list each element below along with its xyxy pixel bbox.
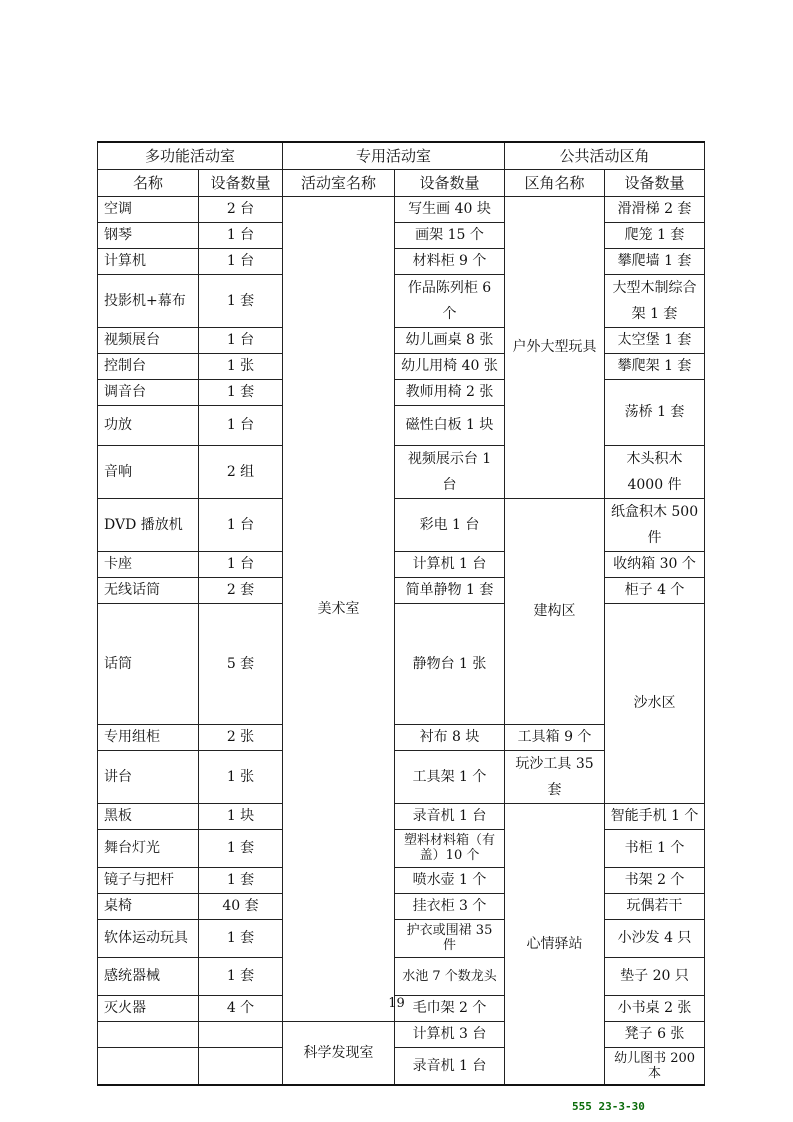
zone-item: 滑滑梯 2 套 — [605, 196, 705, 222]
zone-name-sand: 沙水区 — [605, 603, 705, 803]
multi-item-name: 钢琴 — [98, 222, 199, 248]
room-item: 彩电 1 台 — [395, 498, 505, 551]
multi-item-qty: 1 台 — [199, 222, 283, 248]
multi-item-qty-empty — [199, 1021, 283, 1047]
table-row — [98, 803, 705, 829]
zone-item: 荡桥 1 套 — [605, 379, 705, 445]
multi-item-name-empty — [98, 1021, 199, 1047]
multi-item-qty: 1 台 — [199, 405, 283, 445]
room-item: 录音机 1 台 — [395, 1047, 505, 1085]
column-header-row — [98, 169, 705, 196]
multi-item-qty: 2 张 — [199, 724, 283, 750]
room-item: 磁性白板 1 块 — [395, 405, 505, 445]
room-name-art: 美术室 — [283, 196, 395, 1021]
table-row — [98, 248, 705, 274]
multi-item-qty: 1 张 — [199, 353, 283, 379]
room-item: 录音机 1 台 — [395, 803, 505, 829]
multi-item-name: 调音台 — [98, 379, 199, 405]
zone-item: 工具箱 9 个 — [505, 724, 605, 750]
multi-item-qty: 1 块 — [199, 803, 283, 829]
multi-item-name: 软体运动玩具 — [98, 919, 199, 957]
zone-item: 攀爬墙 1 套 — [605, 248, 705, 274]
group-header-special: 专用活动室 — [283, 142, 505, 169]
zone-item: 书架 2 个 — [605, 867, 705, 893]
zone-item: 爬笼 1 套 — [605, 222, 705, 248]
multi-item-name: DVD 播放机 — [98, 498, 199, 551]
multi-item-qty: 1 台 — [199, 498, 283, 551]
table-row — [98, 577, 705, 603]
table-row — [98, 196, 705, 222]
room-item: 护衣或围裙 35 件 — [395, 919, 505, 957]
table-row — [98, 829, 705, 867]
multi-item-name: 计算机 — [98, 248, 199, 274]
zone-name-build: 建构区 — [505, 498, 605, 724]
col-header-zone-qty: 设备数量 — [605, 169, 705, 196]
zone-item: 柜子 4 个 — [605, 577, 705, 603]
multi-item-name: 功放 — [98, 405, 199, 445]
room-item: 衬布 8 块 — [395, 724, 505, 750]
room-item: 材料柜 9 个 — [395, 248, 505, 274]
col-header-name: 名称 — [98, 169, 199, 196]
zone-item: 大型木制综合架 1 套 — [605, 274, 705, 327]
multi-item-name: 镜子与把杆 — [98, 867, 199, 893]
equipment-table — [97, 141, 705, 1086]
multi-item-qty: 1 套 — [199, 919, 283, 957]
multi-item-name: 视频展台 — [98, 327, 199, 353]
table-row — [98, 551, 705, 577]
zone-item: 收纳箱 30 个 — [605, 551, 705, 577]
zone-name-outdoor: 户外大型玩具 — [505, 196, 605, 498]
multi-item-qty: 2 台 — [199, 196, 283, 222]
multi-item-name: 灭火器 — [98, 995, 199, 1021]
multi-item-qty: 2 套 — [199, 577, 283, 603]
multi-item-qty: 4 个 — [199, 995, 283, 1021]
multi-item-name-empty — [98, 1047, 199, 1085]
col-header-room-qty: 设备数量 — [395, 169, 505, 196]
table-row — [98, 867, 705, 893]
group-header-public: 公共活动区角 — [505, 142, 705, 169]
table-row — [98, 1047, 705, 1085]
room-name-science: 科学发现室 — [283, 1021, 395, 1085]
multi-item-qty: 1 套 — [199, 957, 283, 995]
multi-item-qty: 2 组 — [199, 445, 283, 498]
multi-item-name: 讲台 — [98, 750, 199, 803]
table-row — [98, 919, 705, 957]
multi-item-name: 投影机+幕布 — [98, 274, 199, 327]
page-number: 19 — [388, 996, 405, 1011]
zone-item: 小书桌 2 张 — [605, 995, 705, 1021]
table-row — [98, 957, 705, 995]
zone-item: 攀爬架 1 套 — [605, 353, 705, 379]
table-row — [98, 893, 705, 919]
group-header-multi: 多功能活动室 — [98, 142, 283, 169]
room-item: 挂衣柜 3 个 — [395, 893, 505, 919]
zone-item: 幼儿图书 200 本 — [605, 1047, 705, 1085]
table-row — [98, 327, 705, 353]
room-item: 静物台 1 张 — [395, 603, 505, 724]
room-item: 幼儿用椅 40 张 — [395, 353, 505, 379]
multi-item-qty-empty — [199, 1047, 283, 1085]
multi-item-name: 舞台灯光 — [98, 829, 199, 867]
table-row — [98, 603, 705, 724]
room-item: 工具架 1 个 — [395, 750, 505, 803]
multi-item-qty: 1 台 — [199, 551, 283, 577]
multi-item-name: 专用组柜 — [98, 724, 199, 750]
room-item: 简单静物 1 套 — [395, 577, 505, 603]
zone-item: 玩沙工具 35 套 — [505, 750, 605, 803]
table-row — [98, 222, 705, 248]
room-item: 画架 15 个 — [395, 222, 505, 248]
zone-item: 凳子 6 张 — [605, 1021, 705, 1047]
zone-item: 智能手机 1 个 — [605, 803, 705, 829]
zone-item: 木头积木 4000 件 — [605, 445, 705, 498]
room-item: 视频展示台 1 台 — [395, 445, 505, 498]
multi-item-name: 控制台 — [98, 353, 199, 379]
multi-item-qty: 1 套 — [199, 829, 283, 867]
zone-item: 垫子 20 只 — [605, 957, 705, 995]
multi-item-qty: 1 套 — [199, 274, 283, 327]
scan-stamp: 555 23-3-30 — [572, 1100, 645, 1113]
room-item: 塑料材料箱（有盖）10 个 — [395, 829, 505, 867]
room-item: 喷水壶 1 个 — [395, 867, 505, 893]
multi-item-name: 桌椅 — [98, 893, 199, 919]
room-item: 作品陈列柜 6 个 — [395, 274, 505, 327]
multi-item-name: 黑板 — [98, 803, 199, 829]
group-header-row — [98, 142, 705, 169]
table-row — [98, 274, 705, 327]
multi-item-name: 话筒 — [98, 603, 199, 724]
multi-item-qty: 1 台 — [199, 327, 283, 353]
multi-item-qty: 5 套 — [199, 603, 283, 724]
multi-item-qty: 1 套 — [199, 867, 283, 893]
multi-item-qty: 40 套 — [199, 893, 283, 919]
multi-item-name: 音响 — [98, 445, 199, 498]
table-row — [98, 1021, 705, 1047]
zone-name-mood: 心情驿站 — [505, 803, 605, 1085]
table-row — [98, 498, 705, 551]
table-row — [98, 445, 705, 498]
room-item: 写生画 40 块 — [395, 196, 505, 222]
col-header-qty: 设备数量 — [199, 169, 283, 196]
room-item: 计算机 3 台 — [395, 1021, 505, 1047]
room-item: 计算机 1 台 — [395, 551, 505, 577]
room-item: 水池 7 个数龙头 — [395, 957, 505, 995]
zone-item: 小沙发 4 只 — [605, 919, 705, 957]
col-header-zone-name: 区角名称 — [505, 169, 605, 196]
multi-item-name: 空调 — [98, 196, 199, 222]
multi-item-qty: 1 张 — [199, 750, 283, 803]
multi-item-qty: 1 台 — [199, 248, 283, 274]
room-item: 毛巾架 2 个 — [395, 995, 505, 1021]
room-item: 教师用椅 2 张 — [395, 379, 505, 405]
room-item: 幼儿画桌 8 张 — [395, 327, 505, 353]
multi-item-qty: 1 套 — [199, 379, 283, 405]
zone-item: 纸盒积木 500 件 — [605, 498, 705, 551]
col-header-room-name: 活动室名称 — [283, 169, 395, 196]
zone-item: 书柜 1 个 — [605, 829, 705, 867]
zone-item: 玩偶若干 — [605, 893, 705, 919]
table-row — [98, 353, 705, 379]
multi-item-name: 卡座 — [98, 551, 199, 577]
multi-item-name: 无线话筒 — [98, 577, 199, 603]
zone-item: 太空堡 1 套 — [605, 327, 705, 353]
table-row — [98, 379, 705, 405]
multi-item-name: 感统器械 — [98, 957, 199, 995]
